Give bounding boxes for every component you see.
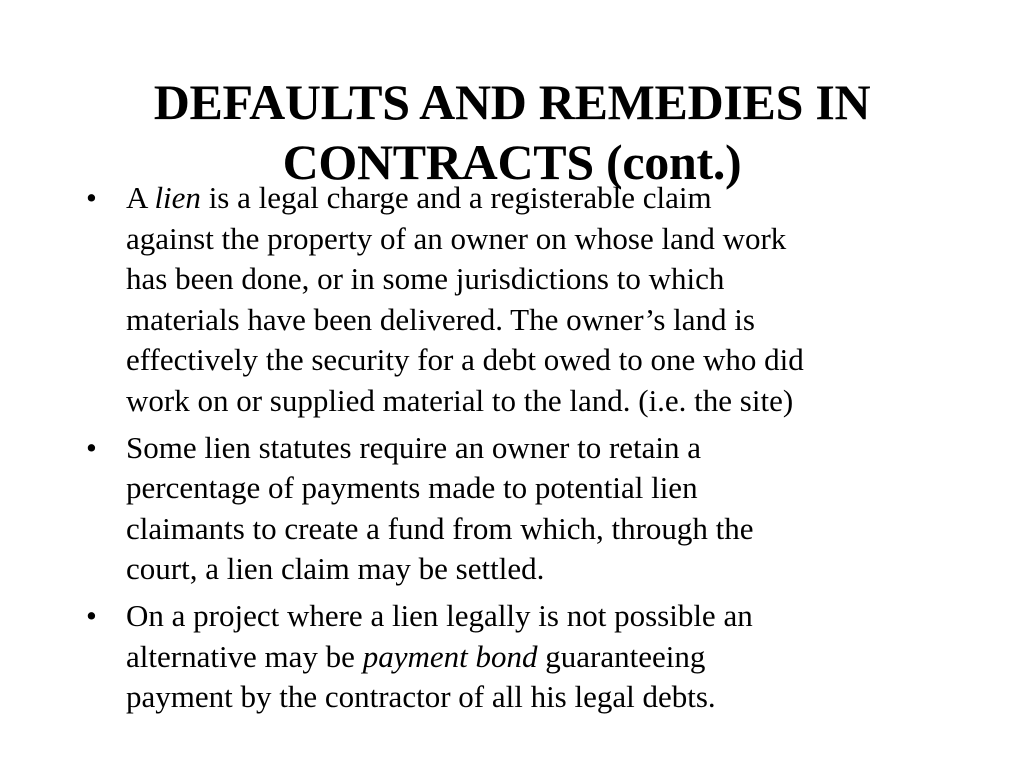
bullet-line: payment by the contractor of all his legal debts. bbox=[126, 679, 716, 715]
bullet-marker: • bbox=[86, 429, 97, 465]
bullet-line: against the property of an owner on whose land work bbox=[126, 220, 787, 256]
bullet-list bbox=[86, 178, 956, 724]
bullet-line: effectively the security for a debt owed to one who did bbox=[126, 342, 804, 378]
bullet-item-lien-definition bbox=[86, 178, 956, 422]
bullet-line bbox=[126, 637, 956, 678]
bullet-marker: • bbox=[86, 180, 97, 215]
slide-title-line-1: DEFAULTS AND REMEDIES IN bbox=[153, 73, 871, 130]
bullet-line: court, a lien claim may be settled. bbox=[126, 551, 545, 587]
bullet-text: A bbox=[126, 180, 155, 215]
bullet-item-lien-statutes bbox=[86, 428, 956, 590]
slide-title-line-2: CONTRACTS (cont.) bbox=[282, 133, 742, 190]
bullet-marker: • bbox=[86, 597, 97, 633]
bullet-text: alternative may be bbox=[126, 638, 363, 674]
bullet-line: work on or supplied material to the land. (i.e. the site) bbox=[126, 382, 794, 418]
bullet-item-payment-bond bbox=[86, 596, 956, 718]
bullet-line: has been done, or in some jurisdictions to which bbox=[126, 261, 725, 297]
bullet-line bbox=[126, 178, 956, 219]
payment-bond-term: payment bond bbox=[362, 638, 538, 674]
bullet-line: claimants to create a fund from which, through the bbox=[126, 510, 754, 546]
bullet-line: percentage of payments made to potential lien bbox=[126, 470, 698, 506]
slide-title bbox=[60, 72, 964, 192]
bullet-line: Some lien statutes require an owner to retain a bbox=[126, 429, 702, 465]
lien-term: lien bbox=[154, 180, 201, 215]
bullet-text: is a legal charge and a registerable claim bbox=[200, 180, 712, 215]
bullet-line: On a project where a lien legally is not possible an bbox=[126, 597, 753, 633]
bullet-text: guaranteeing bbox=[537, 638, 706, 674]
bullet-line: materials have been delivered. The owner’s land is bbox=[126, 301, 755, 337]
